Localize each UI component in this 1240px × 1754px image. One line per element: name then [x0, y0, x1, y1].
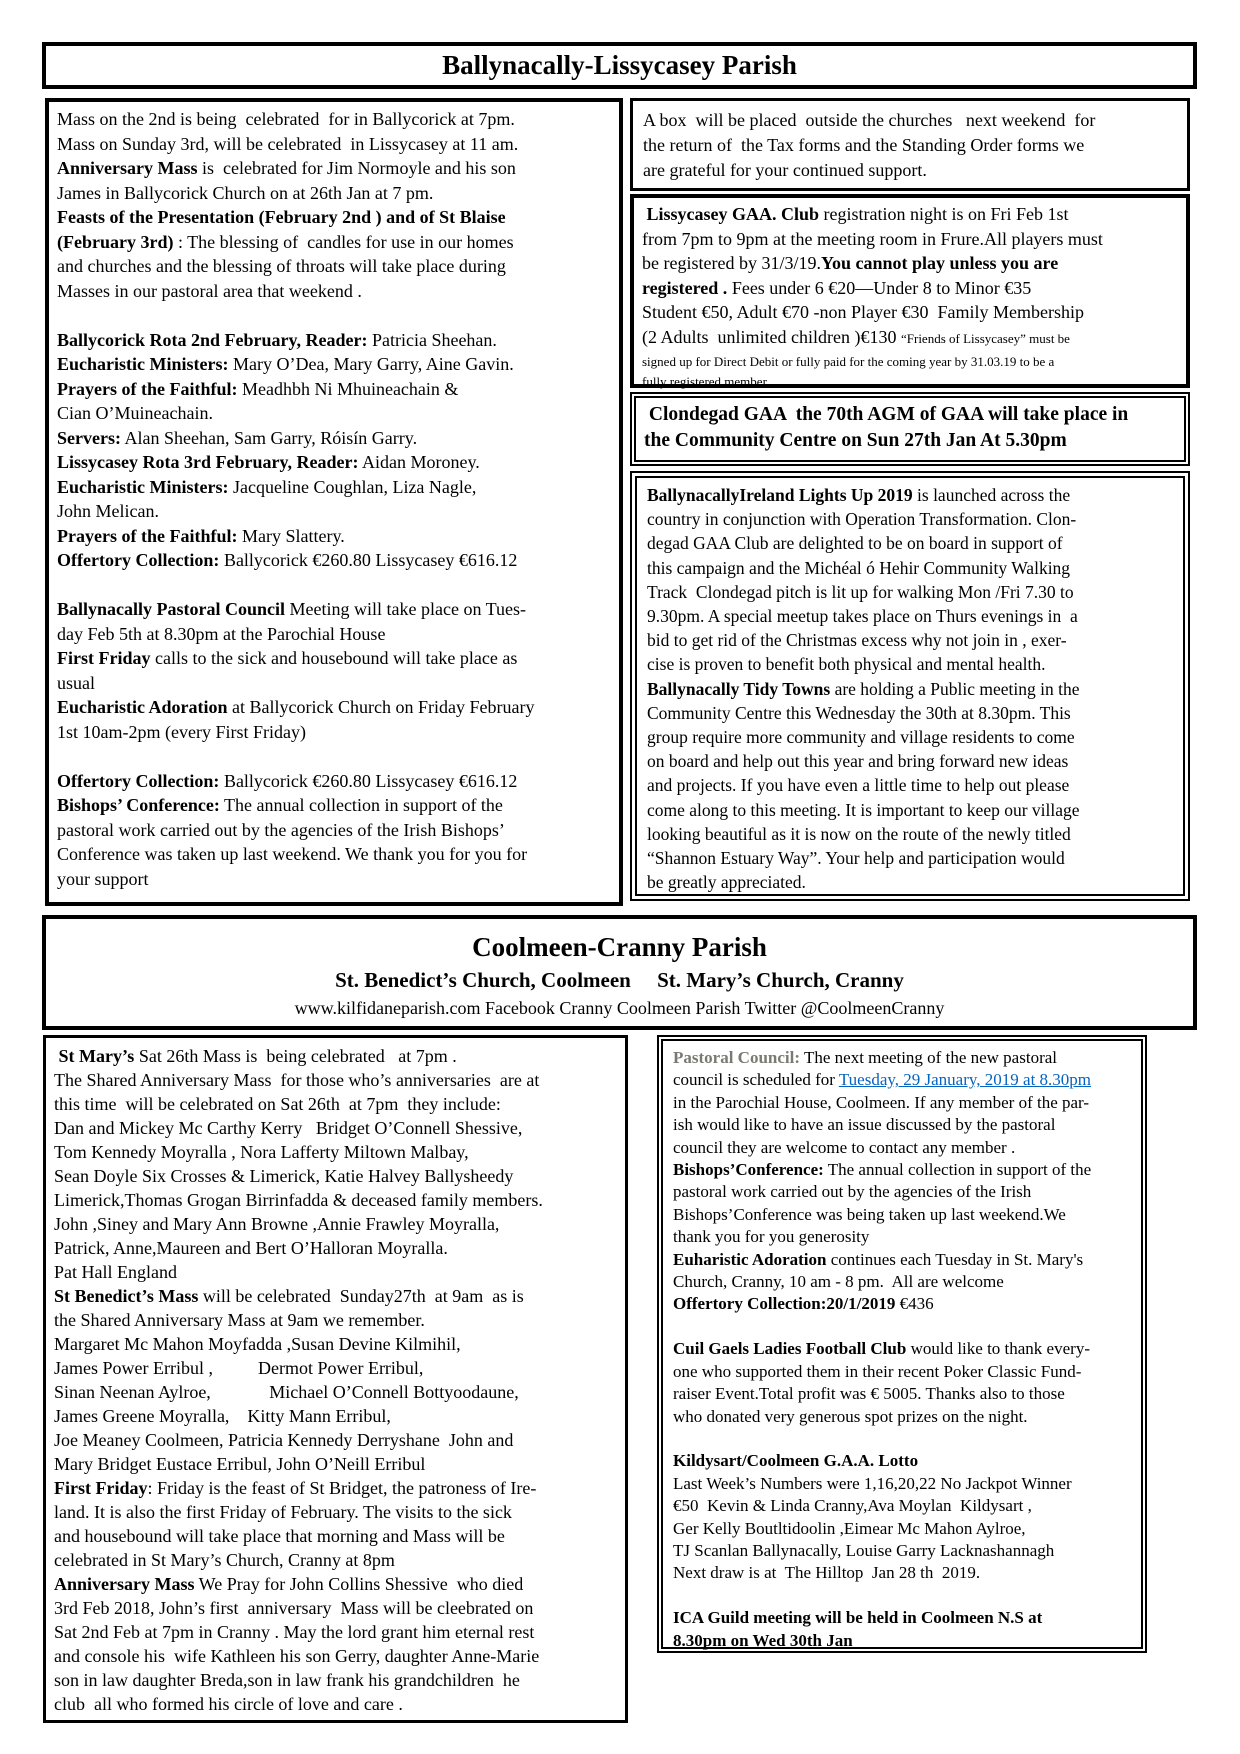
- text-line: [54, 1356, 617, 1380]
- text-run: James in Ballycorick Church on at 26th Jan at 7 pm.: [57, 182, 434, 203]
- text-line: [673, 1518, 1131, 1540]
- text-run: ICA Guild meeting will be held in Coolmeen N.S at: [673, 1608, 1043, 1628]
- text-line: [57, 181, 611, 206]
- text-run: €50 Kevin & Linda Cranny,Ava Moylan Kildysart ,: [673, 1496, 1032, 1516]
- text-run: from 7pm to 9pm at the meeting room in Frure.All players must: [642, 228, 1103, 249]
- text-run: celebrated in St Mary’s Church, Cranny at 8pm: [54, 1550, 395, 1570]
- text-line: [57, 499, 611, 524]
- text-run: The annual collection in support of the: [823, 1160, 1092, 1180]
- text-run: Sinan Neenan Aylroe, Michael O’Connell Bottyoodaune,: [54, 1382, 519, 1402]
- text-line: [647, 870, 1173, 894]
- text-run: on board and help out this year and bring forward new ideas: [647, 751, 1069, 772]
- text-line: [673, 1607, 1131, 1629]
- text-line: [57, 352, 611, 377]
- text-run: Dan and Mickey Mc Carthy Kerry Bridget O’Connell Shessive,: [54, 1118, 523, 1138]
- text-run: First Friday: [54, 1478, 148, 1498]
- text-line: [673, 1047, 1131, 1069]
- text-run: pastoral work carried out by the agencies of the Irish: [673, 1182, 1032, 1202]
- text-run: Clondegad GAA the 70th AGM of GAA will take place in: [644, 404, 1129, 425]
- text-line: [54, 1092, 617, 1116]
- lights-up-tidy-towns-box: [630, 471, 1190, 901]
- text-line: [673, 1630, 1131, 1652]
- text-line: [673, 1406, 1131, 1428]
- text-line: [54, 1332, 617, 1356]
- text-line: [57, 377, 611, 402]
- text-line: [57, 769, 611, 794]
- text-run: 9.30pm. A special meetup takes place on Thurs evenings in a: [647, 606, 1078, 627]
- text-line: [647, 531, 1173, 555]
- coolmeen-anniversaries-box: [43, 1035, 628, 1723]
- text-run: Jacqueline Coughlan, Liza Nagle,: [228, 476, 477, 497]
- text-line: [54, 1404, 617, 1428]
- text-run: Aidan Moroney.: [358, 452, 480, 472]
- text-run: signed up for Direct Debit or fully paid for the coming year by 31.03.19 to be a: [642, 354, 1055, 369]
- text-line: [673, 1181, 1131, 1203]
- text-line: [642, 300, 1178, 325]
- lissycasey-gaa-box: [630, 194, 1190, 388]
- text-line: [57, 720, 611, 745]
- text-line: [57, 573, 611, 598]
- text-run: BallynacallyIreland Lights Up 2019: [647, 485, 913, 505]
- text-run: Servers:: [57, 427, 121, 448]
- text-run: Mass on Sunday 3rd, will be celebrated in Lissycasey at 11 am.: [57, 133, 519, 154]
- text-line: [57, 744, 611, 769]
- text-line: [57, 401, 611, 426]
- text-run: Cian O’Muineachain.: [57, 403, 213, 423]
- text-line: [647, 628, 1173, 652]
- text-run: The next meeting of the new pastoral: [800, 1048, 1057, 1067]
- text-run: and projects. If you have even a little time to help out please: [647, 775, 1070, 796]
- text-line: [647, 483, 1173, 507]
- text-line: [57, 156, 611, 181]
- text-run: are holding a Public meeting in the: [830, 678, 1080, 699]
- text-run: (2 Adults unlimited children )€130: [642, 326, 901, 347]
- text-run: Lissycasey GAA. Club: [642, 204, 820, 224]
- text-run: day Feb 5th at 8.30pm at the Parochial House: [57, 623, 386, 644]
- text-line: [673, 1226, 1131, 1248]
- text-line: [673, 1338, 1131, 1360]
- text-line: [54, 1284, 617, 1308]
- text-line: [54, 1116, 617, 1140]
- text-run: council they are welcome to contact any member .: [673, 1137, 1016, 1157]
- text-line: [673, 1473, 1131, 1495]
- text-run: looking beautiful as it is now on the route of the newly titled: [647, 823, 1071, 844]
- text-run: Eucharistic Ministers:: [57, 476, 229, 497]
- coolmeen-notices-box: [657, 1035, 1147, 1653]
- text-run: fully registered member: [642, 374, 767, 389]
- text-line: [673, 1450, 1131, 1472]
- text-line: [673, 1293, 1131, 1315]
- text-run: Mary O’Dea, Mary Garry, Aine Gavin.: [228, 354, 514, 374]
- text-line: [673, 1271, 1131, 1293]
- text-line: [57, 132, 611, 157]
- text-run: is celebrated for Jim Normoyle and his son: [197, 158, 516, 178]
- text-line: [647, 773, 1173, 797]
- text-run: TJ Scanlan Ballynacally, Louise Garry Lacknashannagh: [673, 1540, 1055, 1560]
- text-line: [54, 1548, 617, 1572]
- text-line: [54, 1596, 617, 1620]
- text-run: Prayers of the Faithful:: [57, 378, 238, 399]
- text-line: [643, 158, 1177, 183]
- text-line: [642, 251, 1178, 276]
- text-line: [673, 1428, 1131, 1450]
- text-line: [647, 580, 1173, 604]
- text-run: You cannot play unless you are: [820, 253, 1059, 273]
- text-run: Margaret Mc Mahon Moyfadda ,Susan Devine Kilmihil,: [54, 1334, 461, 1354]
- text-run: Mass on the 2nd is being celebrated for in Ballycorick at 7pm.: [57, 109, 515, 129]
- text-run: and churches and the blessing of throats will take place during: [57, 256, 506, 276]
- text-line: [54, 1428, 617, 1452]
- text-line: [57, 793, 611, 818]
- text-run: Ballycorick Rota 2nd February, Reader:: [57, 329, 368, 350]
- text-line: [647, 749, 1173, 773]
- text-line: [642, 371, 1178, 391]
- text-run: the Shared Anniversary Mass at 9am we remember.: [54, 1310, 425, 1330]
- text-line: [673, 1540, 1131, 1562]
- text-line: [673, 1495, 1131, 1517]
- mass-schedule-box: [45, 98, 623, 906]
- text-line: [642, 227, 1178, 252]
- text-line: [54, 1380, 617, 1404]
- text-run: will be celebrated Sunday27th at 9am as is: [198, 1286, 524, 1306]
- text-run: Offertory Collection:: [57, 770, 220, 791]
- text-line: [54, 1068, 617, 1092]
- text-line: [57, 695, 611, 720]
- text-run: this time will be celebrated on Sat 26th at 7pm they include:: [54, 1094, 501, 1114]
- pastoral-meeting-date-link[interactable]: Tuesday, 29 January, 2019 at 8.30pm: [838, 1070, 1092, 1090]
- text-run: be registered by 31/3/19.: [642, 253, 821, 273]
- text-run: The annual collection in support of the: [219, 795, 503, 815]
- text-line: [54, 1044, 617, 1068]
- parish1-title-box: [42, 42, 1197, 89]
- text-run: thank you for you generosity: [673, 1227, 870, 1247]
- text-line: [57, 450, 611, 475]
- text-run: Eucharistic Adoration: [57, 697, 228, 717]
- text-line: [57, 475, 611, 500]
- text-run: Patricia Sheehan.: [367, 329, 497, 350]
- text-run: your support: [57, 868, 149, 889]
- text-line: [647, 701, 1173, 725]
- text-run: country in conjunction with Operation Transformation. Clon-: [647, 509, 1077, 530]
- text-run: calls to the sick and housebound will take place as: [150, 648, 518, 668]
- text-line: [57, 254, 611, 279]
- text-run: Pat Hall England: [54, 1262, 177, 1282]
- text-line: [673, 1114, 1131, 1136]
- text-line: [647, 822, 1173, 846]
- text-run: “Shannon Estuary Way”. Your help and participation would: [647, 848, 1065, 869]
- parish2-title-box: [42, 915, 1197, 1030]
- text-line: [57, 524, 611, 549]
- text-line: [54, 1140, 617, 1164]
- text-run: Bishops’Conference was being taken up last weekend.We: [673, 1204, 1066, 1224]
- text-run: Tom Kennedy Moyralla , Nora Lafferty Miltown Malbay,: [54, 1142, 469, 1162]
- text-run: Prayers of the Faithful:: [57, 525, 238, 546]
- text-run: Last Week’s Numbers were 1,16,20,22 No Jackpot Winner: [673, 1473, 1072, 1493]
- clondegad-agm-box: [630, 392, 1190, 466]
- text-run: Ballynacally Tidy Towns: [647, 678, 831, 699]
- text-run: Next draw is at The Hilltop Jan 28 th 2019.: [673, 1563, 981, 1583]
- text-run: (February 3rd): [57, 231, 174, 252]
- text-line: [647, 798, 1173, 822]
- text-line: [642, 325, 1178, 352]
- text-run: continues each Tuesday in St. Mary's: [826, 1249, 1084, 1269]
- text-run: St Mary’s: [54, 1046, 135, 1066]
- text-run: Student €50, Adult €70 -non Player €30 Family Membership: [642, 302, 1084, 322]
- text-line: [673, 1092, 1131, 1114]
- text-run: St Benedict’s Mass: [54, 1286, 199, 1306]
- text-run: land. It is also the first Friday of February. The visits to the sick: [54, 1502, 512, 1522]
- text-run: Feasts of the Presentation (February 2nd ) and of St Blaise: [57, 207, 506, 227]
- text-run: Patrick, Anne,Maureen and Bert O’Halloran Moyralla.: [54, 1238, 448, 1258]
- text-run: Ballycorick €260.80 Lissycasey €616.12: [219, 550, 518, 570]
- text-run: usual: [57, 672, 95, 693]
- text-line: [673, 1316, 1131, 1338]
- text-line: [647, 604, 1173, 628]
- text-run: Sean Doyle Six Crosses & Limerick, Katie Halvey Ballysheedy: [54, 1166, 514, 1186]
- tax-forms-box: [630, 98, 1190, 191]
- text-line: [643, 133, 1177, 158]
- text-run: Fees under 6 €20—Under 8 to Minor €35: [727, 277, 1032, 298]
- text-line: [57, 818, 611, 843]
- text-run: son in law daughter Breda,son in law frank his grandchildren he: [54, 1670, 520, 1690]
- text-line: [57, 230, 611, 255]
- text-run: Cuil Gaels Ladies Football Club: [673, 1339, 907, 1359]
- text-run: We Pray for John Collins Shessive who died: [194, 1574, 524, 1594]
- text-line: [643, 108, 1177, 133]
- text-run: and console his wife Kathleen his son Gerry, daughter Anne-Marie: [54, 1646, 540, 1666]
- text-line: [57, 107, 611, 132]
- text-run: John Melican.: [57, 501, 159, 521]
- parish1-title: Ballynacally-Lissycasey Parish: [442, 50, 797, 80]
- text-run: cise is proven to benefit both physical and mental health.: [647, 654, 1046, 675]
- text-line: [54, 1236, 617, 1260]
- text-run: Euharistic Adoration: [673, 1249, 827, 1269]
- text-line: [57, 842, 611, 867]
- text-run: Mary Bridget Eustace Erribul, John O’Neill Erribul: [54, 1454, 426, 1474]
- text-run: raiser Event.Total profit was € 5005. Thanks also to those: [673, 1384, 1065, 1404]
- text-run: Joe Meaney Coolmeen, Patricia Kennedy Derryshane John and: [54, 1430, 514, 1450]
- text-line: [54, 1308, 617, 1332]
- text-run: Ballynacally Pastoral Council: [57, 599, 286, 619]
- text-line: [647, 556, 1173, 580]
- text-run: Community Centre this Wednesday the 30th at 8.30pm. This: [647, 702, 1071, 723]
- text-run: group require more community and village residents to come: [647, 727, 1075, 748]
- text-run: this campaign and the Michéal ó Hehir Community Walking: [647, 557, 1071, 578]
- text-line: [644, 428, 1176, 454]
- text-line: [57, 548, 611, 573]
- text-run: come along to this meeting. It is important to keep our village: [647, 799, 1080, 820]
- text-line: [54, 1572, 617, 1596]
- text-run: Bishops’Conference:: [673, 1160, 824, 1180]
- text-line: [673, 1562, 1131, 1584]
- text-line: [54, 1164, 617, 1188]
- text-run: Eucharistic Ministers:: [57, 354, 229, 374]
- text-line: [644, 402, 1176, 428]
- text-run: First Friday: [57, 648, 151, 668]
- text-line: [54, 1452, 617, 1476]
- text-run: 8.30pm on Wed 30th Jan: [673, 1630, 853, 1650]
- text-line: [642, 202, 1178, 227]
- text-run: council is scheduled for: [673, 1070, 839, 1090]
- text-run: Alan Sheehan, Sam Garry, Róisín Garry.: [120, 427, 418, 448]
- text-line: [54, 1692, 617, 1716]
- text-line: [57, 867, 611, 892]
- text-run: Sat 26th Mass is being celebrated at 7pm .: [134, 1046, 457, 1066]
- text-run: the return of the Tax forms and the Standing Order forms we: [643, 135, 1085, 155]
- text-run: Anniversary Mass: [54, 1574, 195, 1594]
- text-line: [647, 652, 1173, 676]
- text-line: [57, 622, 611, 647]
- text-line: [57, 279, 611, 304]
- text-run: Limerick,Thomas Grogan Birrinfadda & deceased family members.: [54, 1190, 543, 1210]
- text-run: Ger Kelly Boutltidoolin ,Eimear Mc Mahon Aylroe,: [673, 1518, 1026, 1538]
- text-line: [54, 1524, 617, 1548]
- text-line: [57, 303, 611, 328]
- parish2-title: Coolmeen-Cranny Parish: [472, 932, 767, 962]
- text-line: [54, 1644, 617, 1668]
- text-line: [57, 671, 611, 696]
- text-line: [647, 725, 1173, 749]
- text-line: [54, 1500, 617, 1524]
- parish2-churches-line: St. Benedict’s Church, Coolmeen St. Mary’s Church, Cranny: [335, 968, 904, 992]
- text-run: registration night is on Fri Feb 1st: [819, 204, 1069, 224]
- text-run: 3rd Feb 2018, John’s first anniversary Mass will be cleebrated on: [54, 1598, 534, 1618]
- text-run: A box will be placed outside the churches next weekend for: [643, 110, 1096, 130]
- text-line: [647, 507, 1173, 531]
- text-line: [647, 846, 1173, 870]
- text-line: [54, 1476, 617, 1500]
- text-run: Pastoral Council:: [673, 1048, 801, 1067]
- text-line: [57, 328, 611, 353]
- text-run: The Shared Anniversary Mass for those who’s anniversaries are at: [54, 1070, 540, 1090]
- text-line: [57, 205, 611, 230]
- text-run: bid to get rid of the Christmas excess why not join in , exer-: [647, 630, 1067, 651]
- text-run: registered .: [642, 277, 728, 298]
- text-line: [673, 1249, 1131, 1271]
- text-line: [54, 1668, 617, 1692]
- text-run: : Friday is the feast of St Bridget, the patroness of Ire-: [147, 1478, 537, 1498]
- text-line: [673, 1204, 1131, 1226]
- text-run: Offertory Collection:20/1/2019: [673, 1294, 896, 1314]
- text-run: Meeting will take place on Tues-: [285, 599, 526, 619]
- text-run: €436: [895, 1294, 934, 1314]
- text-line: [642, 276, 1178, 301]
- text-line: [673, 1585, 1131, 1607]
- text-run: who donated very generous spot prizes on the night.: [673, 1406, 1028, 1426]
- text-run: James Power Erribul , Dermot Power Erribul,: [54, 1358, 424, 1378]
- parish2-web-line: www.kilfidaneparish.com Facebook Cranny Coolmeen Parish Twitter @CoolmeenCranny: [294, 998, 945, 1018]
- text-run: club all who formed his circle of love and care .: [54, 1694, 403, 1714]
- text-run: Bishops’ Conference:: [57, 795, 220, 815]
- text-run: would like to thank every-: [906, 1339, 1090, 1359]
- text-run: Kildysart/Coolmeen G.A.A. Lotto: [673, 1451, 919, 1471]
- text-run: Anniversary Mass: [57, 158, 198, 178]
- text-line: [673, 1383, 1131, 1405]
- text-run: Track Clondegad pitch is lit up for walking Mon /Fri 7.30 to: [647, 581, 1074, 602]
- text-run: and housebound will take place that morning and Mass will be: [54, 1526, 505, 1546]
- text-run: the Community Centre on Sun 27th Jan At 5.30pm: [644, 430, 1067, 451]
- text-line: [57, 426, 611, 451]
- text-run: Sat 2nd Feb at 7pm in Cranny . May the lord grant him eternal rest: [54, 1622, 535, 1642]
- text-run: John ,Siney and Mary Ann Browne ,Annie Frawley Moyralla,: [54, 1214, 500, 1234]
- text-run: Conference was taken up last weekend. We thank you for you for: [57, 844, 528, 864]
- text-run: is launched across the: [912, 485, 1071, 505]
- text-line: [673, 1361, 1131, 1383]
- text-line: [54, 1212, 617, 1236]
- text-run: Offertory Collection:: [57, 550, 220, 570]
- text-run: one who supported them in their recent Poker Classic Fund-: [673, 1361, 1082, 1381]
- text-run: Ballycorick €260.80 Lissycasey €616.12: [219, 770, 518, 791]
- text-line: [642, 351, 1178, 371]
- text-line: [57, 597, 611, 622]
- text-line: [54, 1188, 617, 1212]
- text-run: be greatly appreciated.: [647, 872, 806, 893]
- text-run: in the Parochial House, Coolmeen. If any member of the par-: [673, 1092, 1090, 1112]
- text-run: 1st 10am-2pm (every First Friday): [57, 721, 306, 742]
- text-run: are grateful for your continued support.: [643, 160, 927, 180]
- text-run: James Greene Moyralla, Kitty Mann Erribul,: [54, 1406, 391, 1426]
- text-run: Masses in our pastoral area that weekend .: [57, 280, 362, 301]
- text-line: [54, 1620, 617, 1644]
- text-line: [57, 646, 611, 671]
- text-run: ish would like to have an issue discussed by the pastoral: [673, 1115, 1056, 1135]
- text-run: Lissycasey Rota 3rd February, Reader:: [57, 452, 359, 472]
- text-run: pastoral work carried out by the agencies of the Irish Bishops’: [57, 819, 505, 840]
- text-line: [673, 1137, 1131, 1159]
- text-line: [647, 677, 1173, 701]
- text-run: : The blessing of candles for use in our homes: [173, 231, 514, 252]
- text-line: [673, 1069, 1131, 1091]
- text-run: Mary Slattery.: [237, 525, 345, 546]
- text-line: [54, 1260, 617, 1284]
- text-run: Meadhbh Ni Mhuineachain &: [237, 378, 459, 399]
- text-run: Church, Cranny, 10 am - 8 pm. All are welcome: [673, 1272, 1004, 1292]
- text-run: “Friends of Lissycasey” must be: [900, 330, 1070, 346]
- text-line: [673, 1159, 1131, 1181]
- text-run: at Ballycorick Church on Friday February: [227, 697, 535, 717]
- text-run: degad GAA Club are delighted to be on board in support of: [647, 533, 1063, 554]
